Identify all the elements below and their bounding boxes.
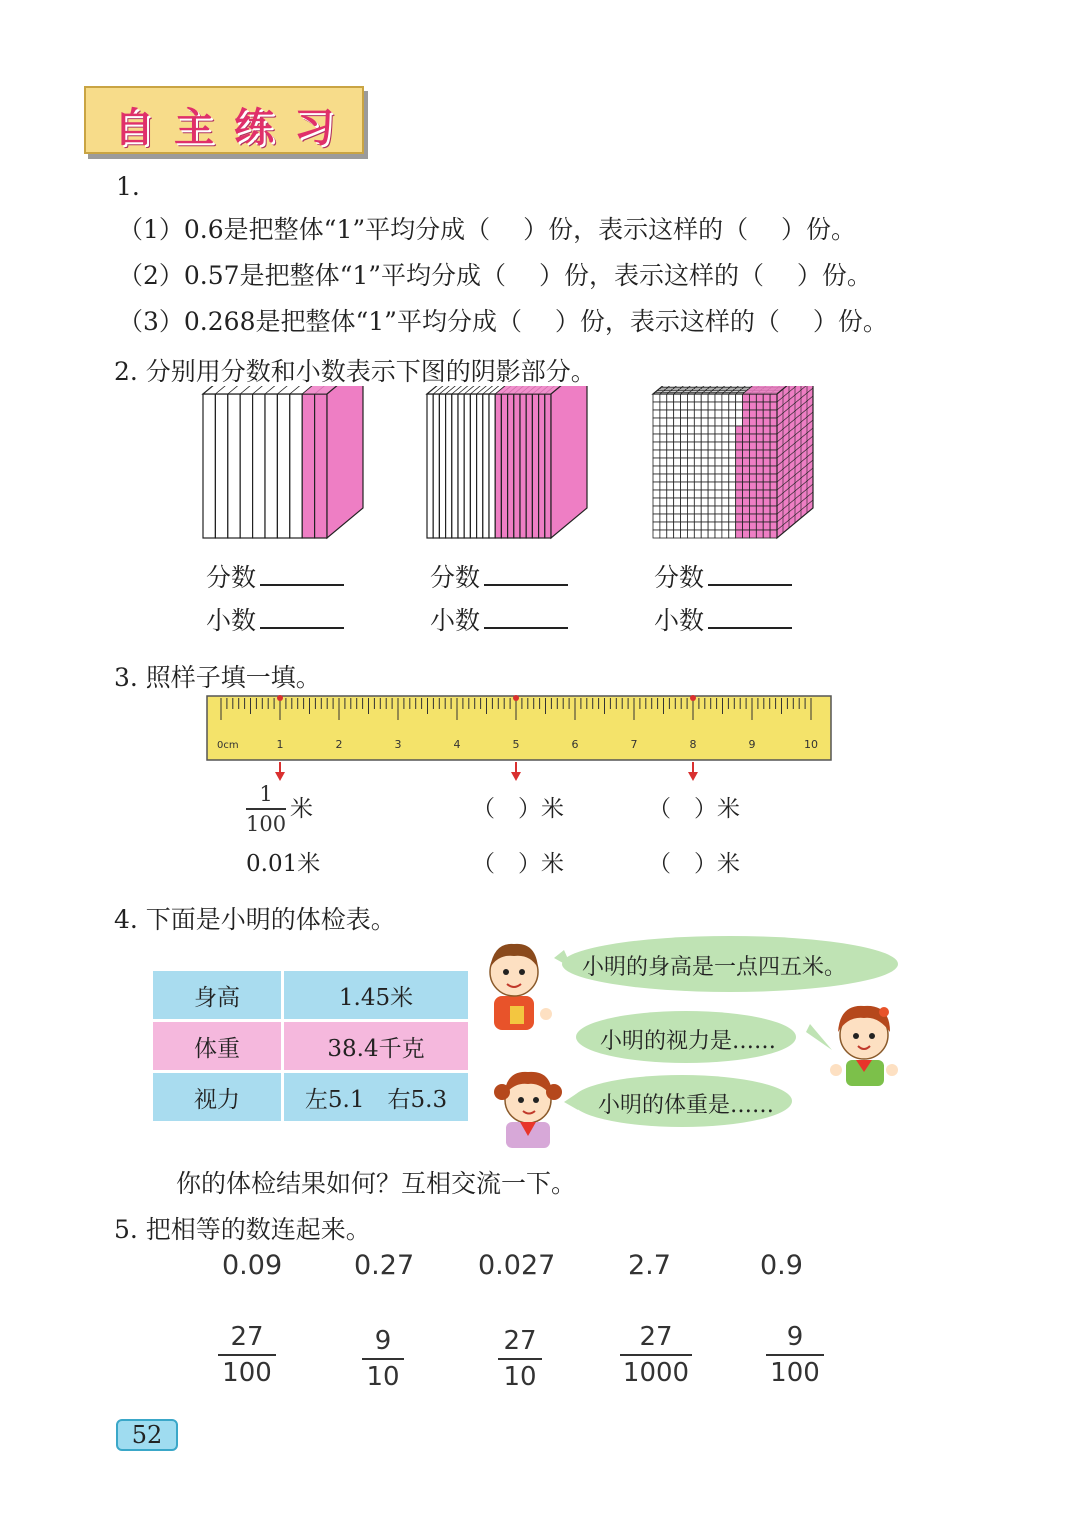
example-unit: 米 xyxy=(290,796,313,822)
q1-line-2: （2）0.57是把整体“1”平均分成（ ）份，表示这样的（ ）份。 xyxy=(118,261,872,290)
decimal-cubes-figure xyxy=(195,386,835,546)
ruler-tick-label: 2 xyxy=(335,738,343,751)
cube-tenths xyxy=(203,386,363,538)
decimal-option-2[interactable]: 0.27 xyxy=(354,1250,415,1281)
ruler-tick-label: 10 xyxy=(804,738,818,751)
height-label: 身高 xyxy=(153,971,281,1019)
bubble-text-vision: 小明的视力是…… xyxy=(600,1029,777,1054)
girl-right-illustration xyxy=(830,1006,898,1086)
table-row xyxy=(153,1022,468,1070)
q5-prompt: 5. 把相等的数连起来。 xyxy=(114,1215,371,1244)
fraction-blank-3[interactable] xyxy=(708,562,792,586)
denominator: 100 xyxy=(222,1358,272,1388)
bubble-text-height: 小明的身高是一点四五米。 xyxy=(582,955,847,980)
fraction-option-2[interactable] xyxy=(362,1326,404,1392)
decimal-blank-3[interactable] xyxy=(708,605,792,629)
q1-line-1: （1）0.6是把整体“1”平均分成（ ）份，表示这样的（ ）份。 xyxy=(118,215,857,244)
fraction-blank-2[interactable] xyxy=(484,562,568,586)
height-value: 1.45米 xyxy=(284,971,468,1019)
fraction-label-2: 分数 xyxy=(430,563,481,592)
fraction-blank-1[interactable] xyxy=(260,562,344,586)
table-row xyxy=(153,971,468,1019)
health-table xyxy=(150,968,471,1124)
denominator: 10 xyxy=(503,1362,537,1392)
example-numerator: 1 xyxy=(259,782,273,806)
fraction-option-3[interactable] xyxy=(498,1326,542,1392)
blank-5-decimal[interactable]: （ ）米 xyxy=(472,851,564,877)
example-decimal: 0.01米 xyxy=(246,851,321,877)
numerator: 27 xyxy=(230,1322,264,1352)
decimal-option-5[interactable]: 0.9 xyxy=(760,1250,803,1281)
fraction-option-1[interactable] xyxy=(218,1322,276,1388)
decimal-option-1[interactable]: 0.09 xyxy=(222,1250,283,1281)
decimal-blank-1[interactable] xyxy=(260,605,344,629)
q1-number: 1. xyxy=(116,172,140,201)
weight-value: 38.4千克 xyxy=(284,1022,468,1070)
q4-followup: 你的体检结果如何？互相交流一下。 xyxy=(176,1169,577,1198)
ruler-arrow-head xyxy=(688,772,698,781)
vision-value: 左5.1 右5.3 xyxy=(284,1073,468,1121)
blank-5-fraction[interactable]: （ ）米 xyxy=(472,796,564,822)
blank-8-fraction[interactable]: （ ）米 xyxy=(648,796,740,822)
numerator: 27 xyxy=(503,1326,537,1356)
ruler-tick-label: 6 xyxy=(571,738,579,751)
decimal-option-4[interactable]: 2.7 xyxy=(628,1250,671,1281)
ruler-tick-label: 9 xyxy=(748,738,756,751)
numerator: 9 xyxy=(374,1326,392,1356)
page-number: 52 xyxy=(116,1419,178,1451)
ruler-tick-label: 4 xyxy=(453,738,461,751)
fraction-option-4[interactable] xyxy=(620,1322,692,1388)
ruler-arrow-head xyxy=(511,772,521,781)
bubble-text-weight: 小明的体重是…… xyxy=(598,1093,775,1118)
ruler-tick-label: 1 xyxy=(276,738,284,751)
fraction-label-1: 分数 xyxy=(206,563,257,592)
denominator: 1000 xyxy=(622,1358,690,1388)
fraction-label-3: 分数 xyxy=(654,563,705,592)
example-denominator: 100 xyxy=(246,812,287,836)
ruler-label-0: 0cm xyxy=(217,740,239,751)
q4-prompt: 4. 下面是小明的体检表。 xyxy=(114,905,396,934)
decimal-blank-2[interactable] xyxy=(484,605,568,629)
denominator: 100 xyxy=(770,1358,820,1388)
q2-prompt: 2. 分别用分数和小数表示下图的阴影部分。 xyxy=(114,357,596,386)
q1-line-3: （3）0.268是把整体“1”平均分成（ ）份，表示这样的（ ）份。 xyxy=(118,307,888,336)
blank-8-decimal[interactable]: （ ）米 xyxy=(648,851,740,877)
section-title: 自主练习 xyxy=(114,105,354,151)
cube-thousandths xyxy=(653,386,813,538)
numerator: 27 xyxy=(639,1322,673,1352)
ruler-tick-label: 3 xyxy=(394,738,402,751)
ruler-mark-dot xyxy=(513,695,519,701)
fraction-option-5[interactable] xyxy=(766,1322,824,1388)
decimal-option-3[interactable]: 0.027 xyxy=(478,1250,556,1281)
ruler-tick-label: 7 xyxy=(630,738,638,751)
decimal-label-1: 小数 xyxy=(206,606,257,635)
numerator: 9 xyxy=(786,1322,804,1352)
boy-illustration xyxy=(490,944,552,1030)
denominator: 10 xyxy=(366,1362,400,1392)
ruler-arrow-head xyxy=(275,772,285,781)
girl-left-illustration xyxy=(494,1072,562,1148)
decimal-label-2: 小数 xyxy=(430,606,481,635)
weight-label: 体重 xyxy=(153,1022,281,1070)
ruler-tick-label: 8 xyxy=(689,738,697,751)
ruler-mark-dot xyxy=(277,695,283,701)
ruler xyxy=(205,690,835,782)
vision-label: 视力 xyxy=(153,1073,281,1121)
table-row xyxy=(153,1073,468,1121)
q3-prompt: 3. 照样子填一填。 xyxy=(114,663,321,692)
decimal-label-3: 小数 xyxy=(654,606,705,635)
cube-hundredths xyxy=(427,386,587,538)
example-fraction xyxy=(246,782,286,836)
ruler-mark-dot xyxy=(690,695,696,701)
ruler-tick-label: 5 xyxy=(512,738,520,751)
